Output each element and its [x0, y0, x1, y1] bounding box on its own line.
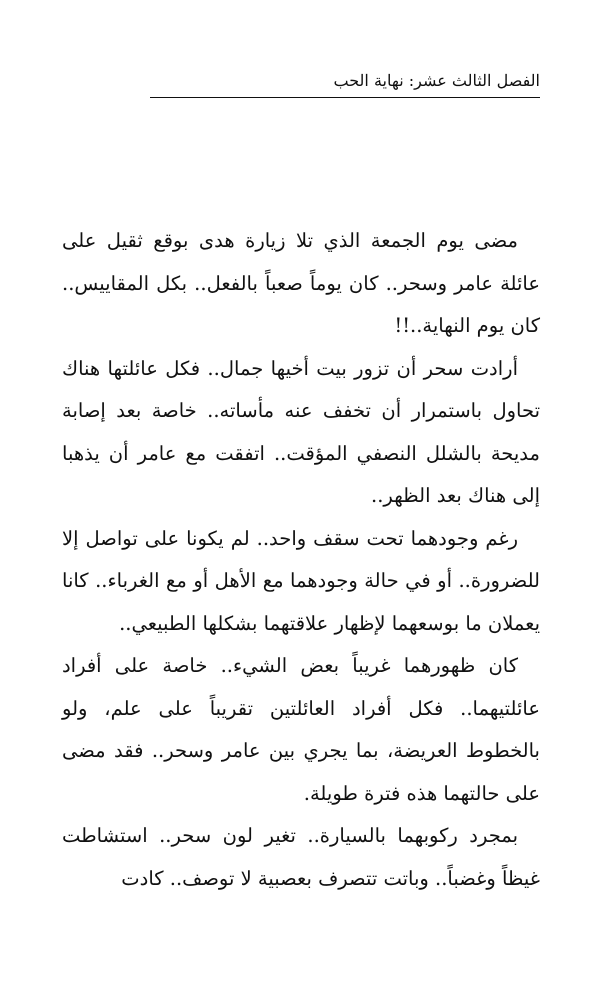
- paragraph-2: أرادت سحر أن تزور بيت أخيها جمال.. فكل عائلتها هناك تحاول باستمرار أن تخفف عنه مأساته.. خاصة بعد إصابة مديحة بالشلل النصفي المؤقت.. اتفقت مع عامر أن يذهبا إلى هناك بعد الظهر..: [62, 356, 540, 507]
- paragraph-1: مضى يوم الجمعة الذي تلا زيارة هدى بوقع ثقيل على عائلة عامر وسحر.. كان يوماً صعباً بالفعل.. بكل المقاييس.. كان يوم النهاية..!!: [62, 229, 540, 337]
- paragraph-5: بمجرد ركوبهما بالسيارة.. تغير لون سحر.. استشاطت غيظاً وغضباً.. وباتت تتصرف بعصبية لا توصف.. كادت: [62, 824, 540, 890]
- running-header: الفصل الثالث عشر: نهاية الحب: [333, 71, 540, 90]
- paragraph-4: كان ظهورهما غريباً بعض الشيء.. خاصة على أفراد عائلتيهما.. فكل أفراد العائلتين تقريباً على علم، ولو بالخطوط العريضة، بما يجري بين عامر وسحر.. فقد مضى على حالتهما هذه فترة طويلة.: [62, 654, 540, 805]
- header-rule: [150, 97, 540, 98]
- chapter-body: [62, 220, 540, 900]
- paragraph-3: رغم وجودهما تحت سقف واحد.. لم يكونا على تواصل إلا للضرورة.. أو في حالة وجودهما مع الأهل أو مع الغرباء.. كانا يعملان ما بوسعهما لإظهار علاقتهما بشكلها الطبيعي..: [62, 526, 540, 635]
